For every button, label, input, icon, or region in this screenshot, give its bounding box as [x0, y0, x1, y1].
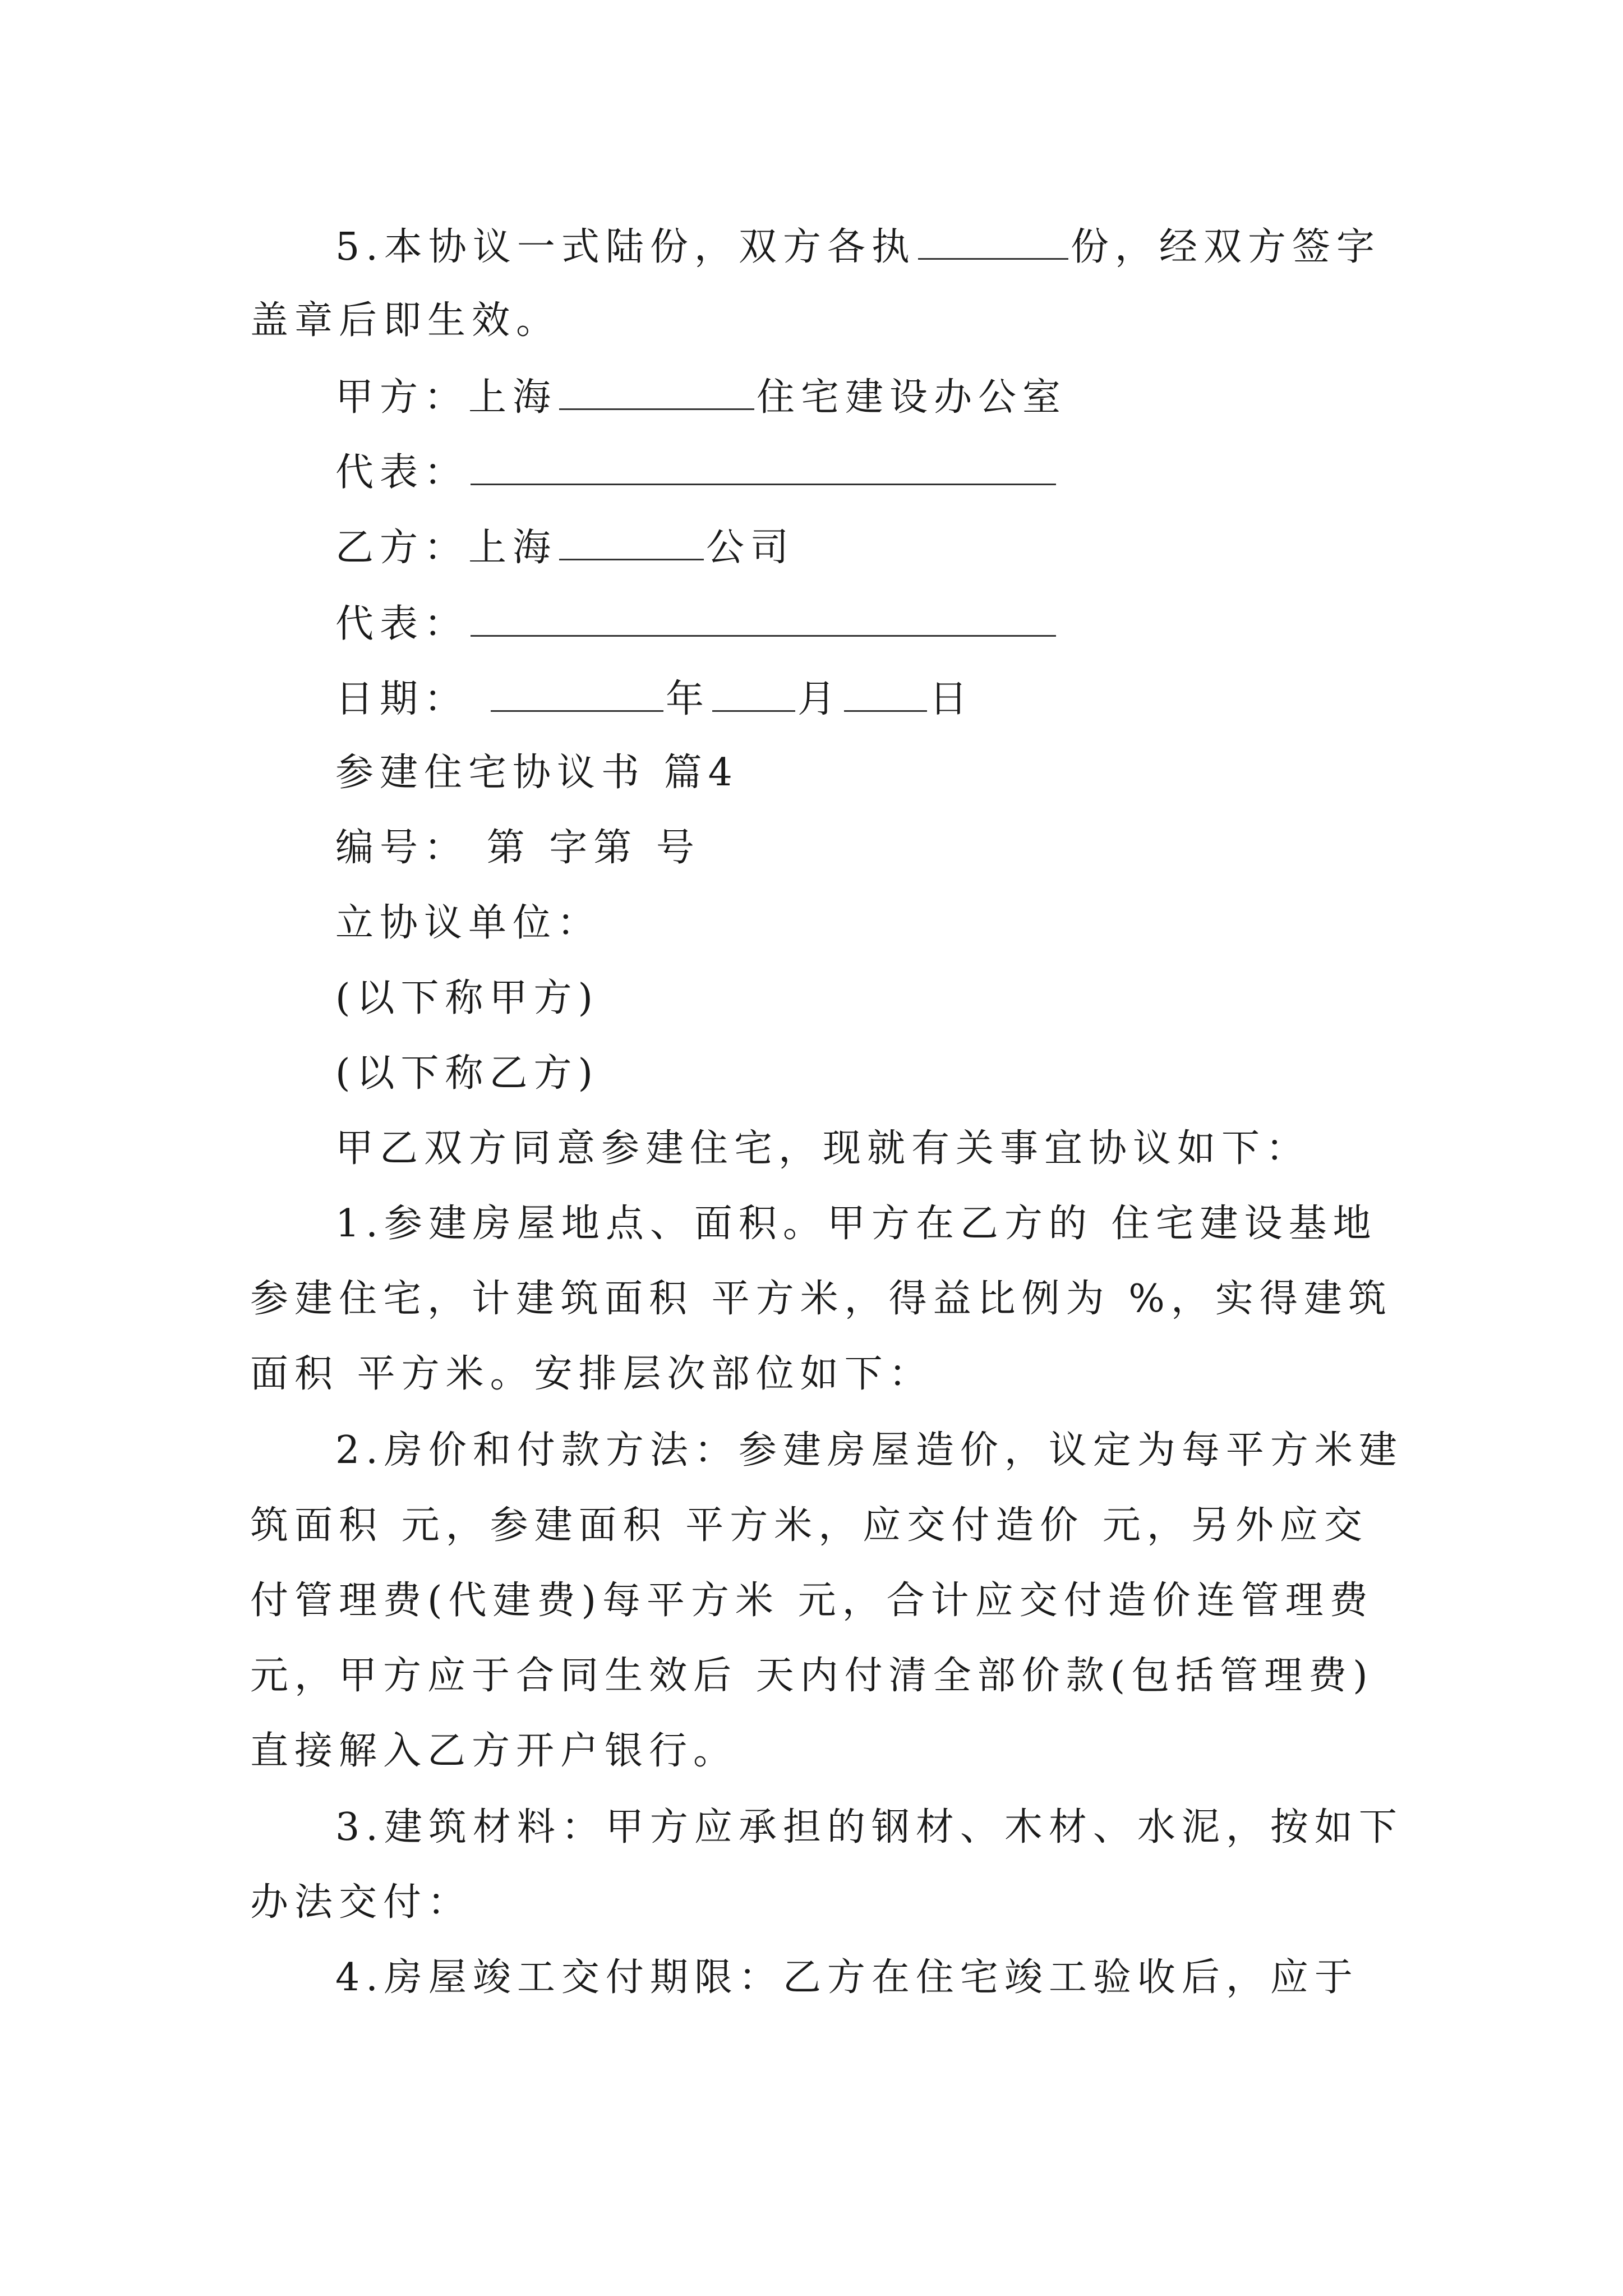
intro-paragraph: 甲乙双方同意参建住宅，现就有关事宜协议如下： — [335, 1126, 1311, 1171]
rep-b-blank[interactable] — [471, 600, 1056, 637]
clause-5-line-1 — [335, 223, 1381, 270]
rep-b-line — [335, 600, 1058, 647]
rep-a-blank[interactable] — [471, 449, 1056, 485]
item-2-line-1: 2.房价和付款方法：参建房屋造价，议定为每平方米建 — [335, 1428, 1403, 1473]
rep-b-label: 代表： — [335, 602, 469, 646]
item-4-line-1: 4.房屋竣工交付期限：乙方在住宅竣工验收后，应于 — [335, 1955, 1359, 2000]
month-label: 月 — [797, 677, 842, 721]
day-blank[interactable] — [844, 675, 927, 712]
date-line — [335, 675, 974, 722]
number-line: 编号： 第 字第 号 — [335, 826, 700, 870]
item-3-line-1: 3.建筑材料：甲方应承担的钢材、木材、水泥，按如下 — [335, 1805, 1403, 1849]
party-b-label: 乙方：上海 — [335, 526, 557, 570]
parties-heading: 立协议单位： — [335, 901, 602, 945]
clause-5-text: 5.本协议一式陆份，双方各执 — [335, 225, 916, 269]
item-3-line-2: 办法交付： — [250, 1880, 472, 1925]
item-1-line-2: 参建住宅，计建筑面积 平方米，得益比例为 %，实得建筑 — [250, 1277, 1393, 1321]
month-blank[interactable] — [712, 675, 795, 712]
item-2-line-5: 直接解入乙方开户银行。 — [250, 1729, 738, 1773]
item-2-line-4: 元，甲方应于合同生效后 天内付清全部价款(包括管理费) — [250, 1654, 1374, 1698]
party-b-note: (以下称乙方) — [335, 1051, 600, 1096]
year-label: 年 — [666, 677, 711, 721]
item-1-line-1: 1.参建房屋地点、面积。甲方在乙方的 住宅建设基地 — [335, 1202, 1377, 1246]
item-1-line-3: 面积 平方米。安排层次部位如下： — [250, 1352, 933, 1396]
item-2-line-2: 筑面积 元，参建面积 平方米，应交付造价 元，另外应交 — [250, 1503, 1368, 1548]
year-blank[interactable] — [491, 675, 663, 712]
day-label: 日 — [929, 677, 974, 721]
party-a-line — [335, 374, 1067, 420]
copies-blank[interactable] — [918, 223, 1068, 260]
party-a-org: 住宅建设办公室 — [757, 375, 1067, 420]
party-a-label: 甲方：上海 — [335, 375, 557, 420]
clause-5-line-2: 盖章后即生效。 — [250, 298, 561, 343]
party-b-line — [335, 524, 795, 570]
item-2-line-3: 付管理费(代建费)每平方米 元，合计应交付造价连管理费 — [250, 1579, 1374, 1623]
rep-a-label: 代表： — [335, 450, 469, 495]
clause-5-text-tail: 份，经双方签字 — [1070, 225, 1381, 269]
rep-a-line — [335, 449, 1058, 495]
party-b-org: 公司 — [706, 526, 795, 570]
party-b-blank[interactable] — [559, 524, 704, 560]
party-a-blank[interactable] — [559, 374, 754, 410]
date-label: 日期： — [335, 677, 469, 721]
party-a-note: (以下称甲方) — [335, 976, 600, 1020]
section-title: 参建住宅协议书 篇4 — [335, 751, 739, 795]
